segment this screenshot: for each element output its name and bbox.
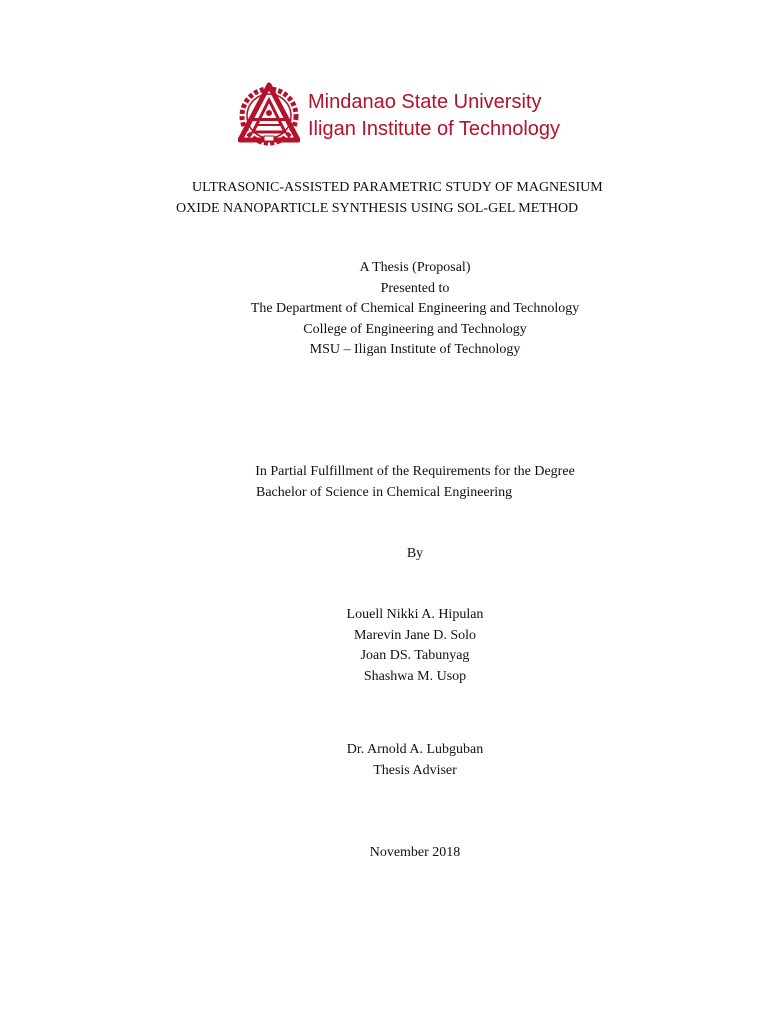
university-header [238, 82, 578, 150]
author-name: Louell Nikki A. Hipulan [346, 607, 484, 622]
presented-to-label: Presented to [380, 280, 450, 296]
by-label: By [406, 546, 424, 561]
institute-name: Iligan Institute of Technology [308, 118, 561, 140]
fulfillment-statement: In Partial Fulfillment of the Requirements for the Degree [255, 464, 575, 479]
adviser-name: Dr. Arnold A. Lubguban [346, 742, 484, 757]
submission-date: November 2018 [369, 845, 461, 860]
institution-name: MSU – Iligan Institute of Technology [309, 342, 521, 357]
author-name: Shashwa M. Usop [363, 668, 467, 684]
author-name: Joan DS. Tabunyag [360, 648, 470, 663]
msu-iit-seal-icon [238, 82, 300, 148]
college-name: College of Engineering and Technology [303, 321, 527, 337]
department-name: The Department of Chemical Engineering and Technology [250, 301, 580, 316]
degree-name: Bachelor of Science in Chemical Engineering [256, 484, 513, 500]
university-name: Mindanao State University [308, 91, 542, 113]
thesis-title-line-1: ULTRASONIC-ASSISTED PARAMETRIC STUDY OF MAGNESIUM [192, 180, 603, 195]
thesis-title-line-2: OXIDE NANOPARTICLE SYNTHESIS USING SOL-GEL METHOD [176, 200, 579, 216]
adviser-role: Thesis Adviser [373, 762, 457, 778]
author-name: Marevin Jane D. Solo [353, 627, 477, 643]
thesis-type: A Thesis (Proposal) [359, 260, 471, 275]
